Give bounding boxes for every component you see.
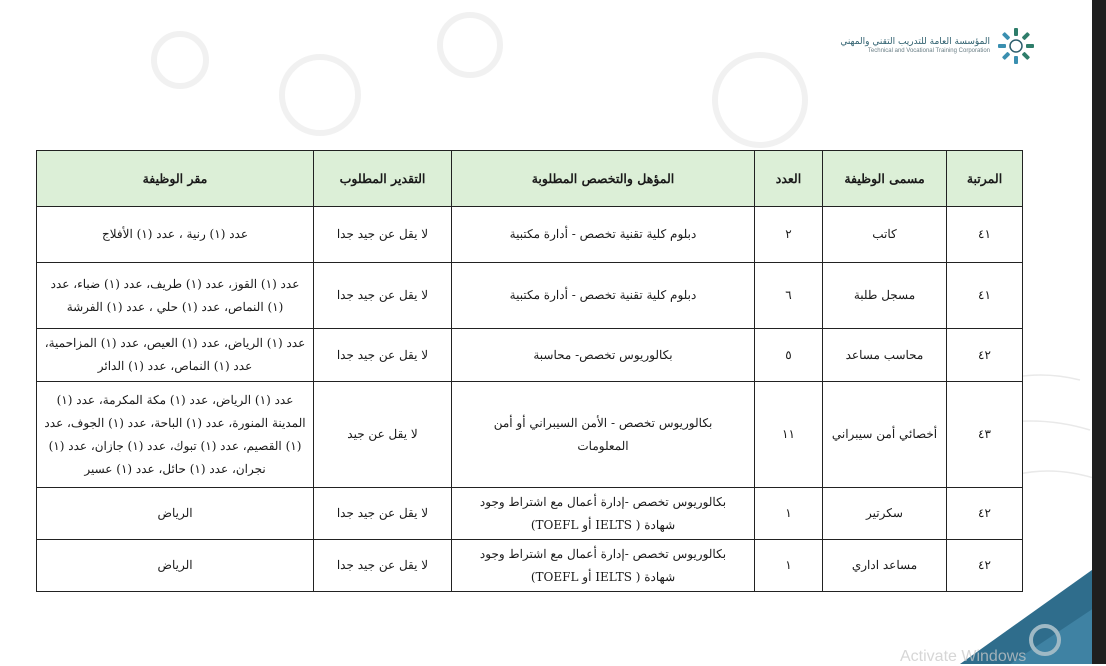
cell-location: عدد (١) الرياض، عدد (١) العيص، عدد (١) المزاحمية، عدد (١) النماص، عدد (١) الدائر [37, 329, 314, 382]
header-location: مقر الوظيفة [37, 151, 314, 207]
cell-grade: لا يقل عن جيد جدا [314, 329, 452, 382]
cell-rank: ٤١ [947, 207, 1023, 263]
cell-job-title: محاسب مساعد [823, 329, 947, 382]
cell-location: الرياض [37, 488, 314, 540]
header-qualification: المؤهل والتخصص المطلوبة [452, 151, 755, 207]
cell-rank: ٤٢ [947, 540, 1023, 592]
table-row [37, 207, 1023, 263]
logo-arabic-name: المؤسسة العامة للتدريب التقني والمهني [840, 36, 990, 47]
tvtc-logo-icon [996, 26, 1036, 66]
table-row [37, 540, 1023, 592]
cell-rank: ٤٢ [947, 329, 1023, 382]
header-grade: التقدير المطلوب [314, 151, 452, 207]
table-row [37, 329, 1023, 382]
cell-count: ٥ [755, 329, 823, 382]
cell-location: عدد (١) الرياض، عدد (١) مكة المكرمة، عدد (١) المدينة المنورة، عدد (١) الباحة، عدد (١) الجوف، عدد (١) القصيم، عدد (١) تبوك، عدد (١) جازان، عدد (١) نجران، عدد (١) حائل، عدد (١) عسير [37, 382, 314, 488]
cell-count: ١ [755, 488, 823, 540]
cell-job-title: كاتب [823, 207, 947, 263]
cell-location: عدد (١) رنية ، عدد (١) الأفلاج [37, 207, 314, 263]
cell-qualification: بكالوريوس تخصص -إدارة أعمال مع اشتراط وجود شهادة ( IELTS أو TOEFL) [452, 540, 755, 592]
cell-count: ٦ [755, 263, 823, 329]
cell-qualification: دبلوم كلية تقنية تخصص - أدارة مكتبية [452, 263, 755, 329]
table-header-row [37, 151, 1023, 207]
cell-grade: لا يقل عن جيد جدا [314, 263, 452, 329]
cell-qualification: دبلوم كلية تقنية تخصص - أدارة مكتبية [452, 207, 755, 263]
cell-grade: لا يقل عن جيد جدا [314, 207, 452, 263]
cell-job-title: مسجل طلبة [823, 263, 947, 329]
cell-job-title: أخصائي أمن سيبراني [823, 382, 947, 488]
cell-rank: ٤٣ [947, 382, 1023, 488]
header-job-title: مسمى الوظيفة [823, 151, 947, 207]
organization-logo [840, 26, 1036, 66]
cell-job-title: سكرتير [823, 488, 947, 540]
table-row [37, 488, 1023, 540]
table-row [37, 382, 1023, 488]
header-rank: المرتبة [947, 151, 1023, 207]
cell-grade: لا يقل عن جيد جدا [314, 540, 452, 592]
jobs-table [36, 150, 1023, 592]
cell-job-title: مساعد اداري [823, 540, 947, 592]
cell-count: ٢ [755, 207, 823, 263]
cell-qualification: بكالوريوس تخصص -إدارة أعمال مع اشتراط وجود شهادة ( IELTS أو TOEFL) [452, 488, 755, 540]
cell-qualification: بكالوريوس تخصص- محاسبة [452, 329, 755, 382]
activate-windows-watermark: Activate Windows [900, 648, 1027, 665]
cell-qualification: بكالوريوس تخصص - الأمن السيبراني أو أمن المعلومات [452, 382, 755, 488]
cell-grade: لا يقل عن جيد [314, 382, 452, 488]
cell-grade: لا يقل عن جيد جدا [314, 488, 452, 540]
cell-location: عدد (١) القوز، عدد (١) طريف، عدد (١) ضباء، عدد (١) النماص، عدد (١) حلي ، عدد (١) الفرشة [37, 263, 314, 329]
cell-count: ١ [755, 540, 823, 592]
table-row [37, 263, 1023, 329]
cell-location: الرياض [37, 540, 314, 592]
cell-rank: ٤٢ [947, 488, 1023, 540]
header-count: العدد [755, 151, 823, 207]
logo-english-name: Technical and Vocational Training Corporation [867, 47, 990, 54]
cell-count: ١١ [755, 382, 823, 488]
cell-rank: ٤١ [947, 263, 1023, 329]
window-edge [1092, 0, 1106, 664]
